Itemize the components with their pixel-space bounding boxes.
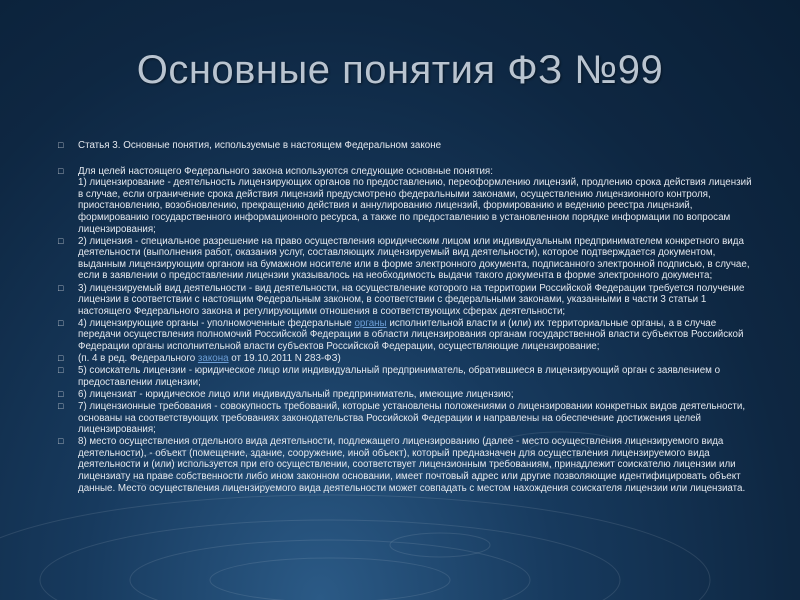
bullet-icon: □ bbox=[58, 165, 64, 176]
slide-content bbox=[58, 140, 758, 494]
paragraph-text: исполнительной власти и (или) их территориальные органы, а в случае передачи осуществления полномочий Российской Федерации в области лицензирования органам государственной власти субъектов Российской Федерации органы исполнительной власти субъектов Российской Федерации, осуществляющие лицензирование; bbox=[78, 317, 744, 352]
paragraph-item-4 bbox=[58, 318, 758, 353]
paragraph-text: 3) лицензируемый вид деятельности - вид деятельности, на осуществление которого на территории Российской Федерации требуется получение лицензии в соответствии с настоящим Федеральным законом, в соответствии с федеральными законами, указанными в части 3 статьи 1 настоящего Федерального закона и регулирующими отношения в соответствующих сферах деятельности; bbox=[78, 282, 745, 317]
paragraph-text: Статья 3. Основные понятия, используемые в настоящем Федеральном законе bbox=[78, 140, 442, 151]
organs-link[interactable]: органы bbox=[354, 317, 387, 329]
bullet-icon: □ bbox=[58, 436, 64, 447]
paragraph-item-2 bbox=[58, 236, 758, 282]
slide-title: Основные понятия ФЗ №99 bbox=[136, 48, 664, 92]
bullet-icon: □ bbox=[58, 140, 64, 150]
paragraph-text: 4) лицензирующие органы - уполномоченные федеральные bbox=[78, 317, 355, 329]
paragraph-amendment-note bbox=[58, 353, 758, 365]
paragraph-item-5 bbox=[58, 365, 758, 388]
bullet-icon: □ bbox=[58, 365, 64, 376]
paragraph-item-7 bbox=[58, 401, 758, 436]
paragraph-text: 1) лицензирование - деятельность лицензирующих органов по предоставлению, переоформлению лицензий, продлению срока действия лицензий в случае, если ограничение срока действия лицензий предусмотрено федеральными законами, осуществлению лицензионного контроля, приостановлению, возобновлению, прекращению действия и аннулированию лицензий, формированию и ведению реестра лицензий, формированию государственного информационного ресурса, а также по предоставлению в установленном порядке информации по вопросам лицензирования; bbox=[78, 177, 752, 235]
bullet-icon: □ bbox=[58, 317, 64, 328]
paragraph-text: от 19.10.2011 N 283-ФЗ) bbox=[228, 353, 341, 365]
paragraph-article-heading bbox=[58, 140, 758, 152]
paragraph-item-6 bbox=[58, 389, 758, 401]
bullet-icon: □ bbox=[58, 235, 64, 246]
bullet-icon: □ bbox=[58, 388, 64, 399]
bullet-icon: □ bbox=[58, 282, 64, 293]
law-link[interactable]: закона bbox=[197, 353, 229, 365]
bullet-icon: □ bbox=[58, 353, 64, 364]
bullet-icon: □ bbox=[58, 400, 64, 411]
paragraph-text: 2) лицензия - специальное разрешение на право осуществления юридическим лицом или индивидуальным предпринимателем конкретного вида деятельности (выполнения работ, оказания услуг, составляющих лицензируемый вид деятельности), которое подтверждается документом, выданным лицензирующим органом на бумажном носителе или в форме электронного документа, подписанного электронной подписью, в случае, если в заявлении о предоставлении лицензии указывалось на необходимость выдачи такого документа в форме электронного документа; bbox=[78, 235, 750, 282]
paragraph-item-8 bbox=[58, 436, 758, 494]
paragraph-intro bbox=[58, 166, 758, 236]
paragraph-text: 8) место осуществления отдельного вида деятельности, подлежащего лицензированию (далее - место осуществления лицензируемого вида деятельности), - объект (помещение, здание, сооружение, иной объект), который предназначен для осуществления лицензируемого вида деятельности и (или) используется при его осуществлении, соответствует лицензионным требованиям, принадлежит соискателю лицензии или лицензиату на праве собственности либо ином законном основании, имеет почтовый адрес или другие позволяющие идентифицировать объект данные. Место осуществления лицензируемого вида деятельности может совпадать с местом нахождения соискателя лицензии или лицензиата. bbox=[78, 436, 746, 494]
paragraph-text: (п. 4 в ред. Федерального bbox=[78, 353, 198, 365]
paragraph-text: 5) соискатель лицензии - юридическое лицо или индивидуальный предприниматель, обратившиеся в лицензирующий орган с заявлением о предоставлении лицензии; bbox=[78, 365, 721, 388]
paragraph-item-3 bbox=[58, 283, 758, 318]
paragraph-text: Для целей настоящего Федерального закона используются следующие основные понятия: bbox=[78, 165, 493, 177]
paragraph-text: 7) лицензионные требования - совокупность требований, которые установлены положениями о лицензировании конкретных видов деятельности, основаны на соответствующих требованиях законодательства Российской Федерации и направлены на обеспечение достижения целей лицензирования; bbox=[78, 400, 746, 436]
paragraph-text: 6) лицензиат - юридическое лицо или индивидуальный предприниматель, имеющие лицензию; bbox=[78, 388, 514, 400]
